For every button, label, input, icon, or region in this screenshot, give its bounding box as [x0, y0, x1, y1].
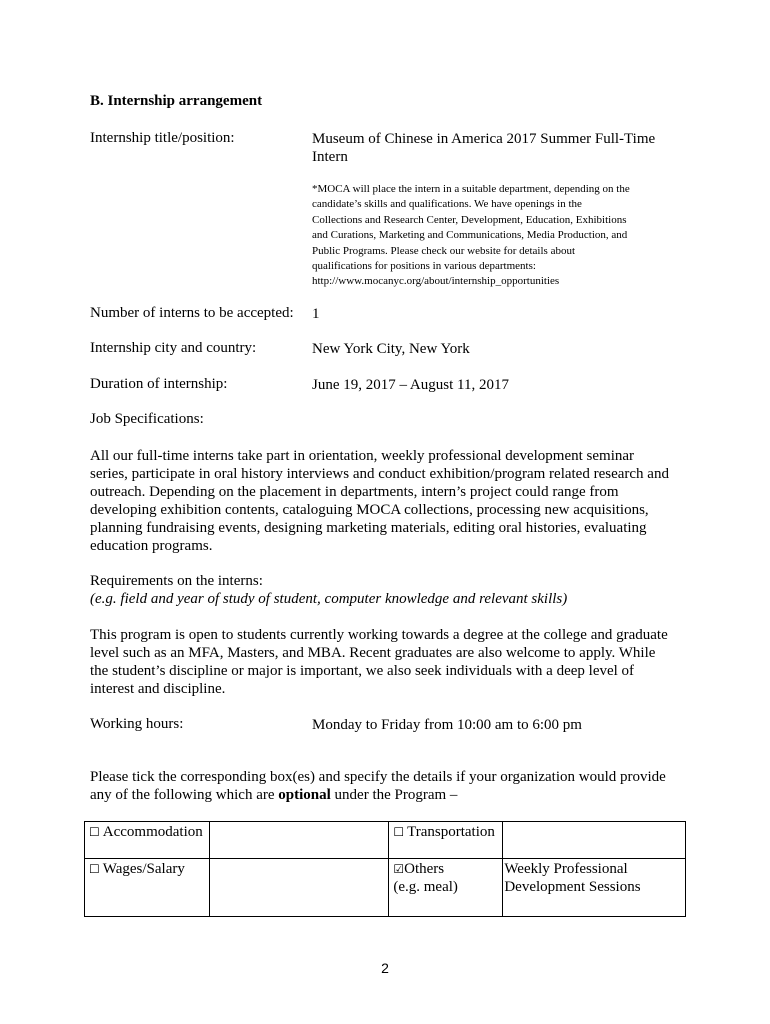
- paragraph-line: outreach. Depending on the placement in departments, intern’s project could range from: [90, 484, 619, 500]
- transportation-cell[interactable]: [389, 822, 503, 859]
- table-row: [85, 822, 686, 859]
- requirements-paragraph: [90, 626, 678, 698]
- paragraph-line: All our full-time interns take part in orientation, weekly professional development seminar: [90, 448, 635, 464]
- paragraph-line: This program is open to students currently working towards a degree at the college and graduate: [90, 627, 668, 643]
- working-hours-value: Monday to Friday from 10:00 am to 6:00 pm: [312, 717, 582, 733]
- optional-emphasis: optional: [278, 787, 331, 803]
- section-heading: B. Internship arrangement: [90, 93, 263, 109]
- duration-value: June 19, 2017 – August 11, 2017: [312, 377, 509, 393]
- instruction-text: any of the following which are: [90, 787, 279, 803]
- table-row: [85, 859, 686, 917]
- page-number: 2: [381, 960, 389, 976]
- note-line: Collections and Research Center, Development, Education, Exhibitions: [312, 213, 627, 226]
- others-label: Others: [404, 861, 445, 877]
- city-value: New York City, New York: [312, 341, 470, 357]
- instruction-text: under the Program –: [330, 787, 458, 803]
- duration-label: Duration of internship:: [90, 376, 228, 392]
- requirements-label: Requirements on the interns:: [90, 573, 263, 589]
- paragraph-line: the student’s discipline or major is important, we also seek individuals with a deep level of: [90, 663, 635, 679]
- paragraph-line: education programs.: [90, 538, 213, 554]
- interns-count-value: 1: [312, 306, 320, 322]
- note-line: and Curations, Marketing and Communications, Media Production, and: [312, 229, 628, 242]
- checkbox-unchecked-icon[interactable]: ☐: [89, 862, 100, 876]
- paragraph-line: level such as an MFA, Masters, and MBA. Recent graduates are also welcome to apply. While: [90, 645, 656, 661]
- wages-cell[interactable]: [85, 859, 210, 917]
- accommodation-label: Accommodation: [102, 824, 203, 840]
- wages-label: Wages/Salary: [102, 861, 185, 877]
- checkbox-unchecked-icon[interactable]: ☐: [393, 825, 405, 839]
- paragraph-line: interest and discipline.: [90, 681, 226, 697]
- interns-count-label: Number of interns to be accepted:: [90, 305, 294, 321]
- tick-instruction: [90, 768, 678, 804]
- others-detail-line: Development Sessions: [504, 879, 641, 895]
- accommodation-detail-cell[interactable]: [209, 822, 388, 859]
- accommodation-cell[interactable]: [85, 822, 210, 859]
- note-line: http://www.mocanyc.org/about/internship_opportunities: [312, 275, 560, 288]
- city-label: Internship city and country:: [90, 340, 257, 356]
- note-line: candidate’s skills and qualifications. We have openings in the: [312, 198, 582, 211]
- note-line: Public Programs. Please check our website for details about: [312, 244, 576, 257]
- transportation-label: Transportation: [407, 824, 495, 840]
- paragraph-line: [90, 786, 678, 804]
- checkbox-checked-icon[interactable]: ☑: [393, 862, 405, 876]
- others-line: [393, 860, 498, 878]
- wages-detail-cell[interactable]: [209, 859, 388, 917]
- others-detail-cell[interactable]: [503, 859, 686, 917]
- placement-note: [312, 182, 684, 290]
- job-spec-paragraph: [90, 447, 678, 555]
- title-value-line: Intern: [312, 149, 348, 165]
- others-detail-line: Weekly Professional: [504, 861, 628, 877]
- transportation-detail-cell[interactable]: [503, 822, 686, 859]
- paragraph-line: series, participate in oral history interviews and conduct exhibition/program related research and: [90, 466, 669, 482]
- paragraph-line: Please tick the corresponding box(es) and specify the details if your organization would provide: [90, 769, 666, 785]
- working-hours-label: Working hours:: [90, 716, 184, 732]
- note-line: qualifications for positions in various departments:: [312, 260, 536, 273]
- internship-title-label: Internship title/position:: [90, 130, 235, 146]
- title-value-line: Museum of Chinese in America 2017 Summer Full-Time: [312, 131, 656, 147]
- requirements-hint: (e.g. field and year of study of student, computer knowledge and relevant skills): [90, 591, 568, 607]
- others-sublabel: (e.g. meal): [393, 879, 458, 895]
- others-cell[interactable]: [389, 859, 503, 917]
- internship-title-value: [312, 130, 655, 166]
- benefits-table: [84, 821, 686, 917]
- note-line: *MOCA will place the intern in a suitable department, depending on the: [312, 183, 630, 195]
- paragraph-line: planning fundraising events, designing marketing materials, editing oral histories, evaluating: [90, 520, 647, 536]
- requirements-header: [90, 572, 678, 608]
- checkbox-unchecked-icon[interactable]: ☐: [89, 825, 100, 839]
- paragraph-line: developing exhibition contents, cataloguing MOCA collections, processing new acquisitions,: [90, 502, 649, 518]
- job-spec-label: Job Specifications:: [90, 411, 204, 427]
